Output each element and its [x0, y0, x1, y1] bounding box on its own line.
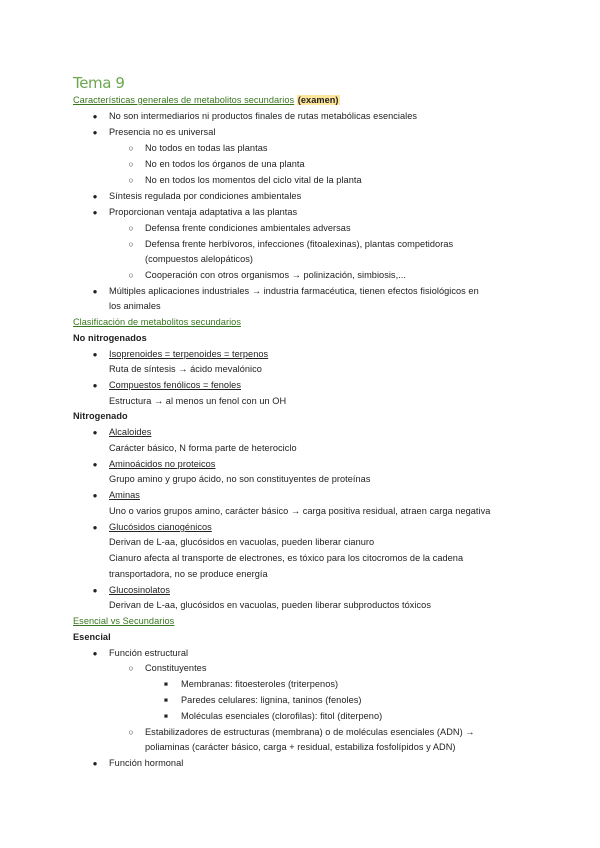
subheading-nitrogenado: Nitrogenado — [73, 411, 128, 421]
hollow-bullet-icon: ○ — [128, 143, 134, 153]
section-heading-text: Características generales de metabolitos secundarios — [73, 95, 295, 105]
list-item-description: Uno o varios grupos amino, carácter básico → carga positiva residual, atraen carga negativa — [109, 506, 491, 516]
page-title: Tema 9 — [73, 74, 125, 92]
bullet-icon: ● — [92, 759, 98, 768]
list-item: Moléculas esenciales (clorofilas): fitol (diterpeno) — [181, 711, 383, 721]
list-item: Membranas: fitoesteroles (triterpenos) — [181, 679, 339, 689]
list-item-description: Estructura → al menos un fenol con un OH — [109, 396, 287, 406]
list-item: Aminoácidos no proteicos — [109, 459, 216, 469]
list-item-continuation: poliaminas (carácter básico, carga + residual, estabiliza fosfolípidos y ADN) — [145, 742, 456, 752]
subheading-no-nitrogenados: No nitrogenados — [73, 333, 147, 343]
bullet-icon: ● — [92, 523, 98, 532]
hollow-bullet-icon: ○ — [128, 223, 134, 233]
list-item-description: Carácter básico, N forma parte de heterociclo — [109, 443, 297, 453]
subheading-esencial: Esencial — [73, 632, 111, 642]
list-item: Síntesis regulada por condiciones ambientales — [109, 191, 302, 201]
section-heading-text: Clasificación de metabolitos secundarios — [73, 317, 241, 327]
list-item: No en todos los órganos de una planta — [145, 159, 305, 169]
hollow-bullet-icon: ○ — [128, 270, 134, 280]
list-item: Isoprenoides = terpenoides = terpenos — [109, 349, 269, 359]
list-item-description: Derivan de L-aa, glucósidos en vacuolas, pueden liberar cianuro — [109, 537, 375, 547]
list-item-description: transportadora, no se produce energía — [109, 569, 268, 579]
exam-tag: (examen) — [297, 95, 339, 105]
list-item-continuation: los animales — [109, 301, 161, 311]
bullet-icon: ● — [92, 192, 98, 201]
square-bullet-icon: ■ — [164, 697, 168, 704]
hollow-bullet-icon: ○ — [128, 663, 134, 673]
list-item: Proporcionan ventaja adaptativa a las plantas — [109, 207, 298, 217]
list-item-description: Grupo amino y grupo ácido, no son constituyentes de proteínas — [109, 474, 371, 484]
bullet-icon: ● — [92, 112, 98, 121]
bullet-icon: ● — [92, 491, 98, 500]
hollow-bullet-icon: ○ — [128, 727, 134, 737]
list-item-continuation: (compuestos alelopáticos) — [145, 254, 253, 264]
list-item: Cooperación con otros organismos → polinización, simbiosis,... — [145, 270, 406, 280]
list-item: No todos en todas las plantas — [145, 143, 268, 153]
section-heading-esencial-vs-secundarios — [73, 614, 174, 630]
list-item: Paredes celulares: lignina, taninos (fenoles) — [181, 695, 362, 705]
list-item-description: Derivan de L-aa, glucósidos en vacuolas, pueden liberar subproductos tóxicos — [109, 600, 431, 610]
bullet-icon: ● — [92, 381, 98, 390]
square-bullet-icon: ■ — [164, 713, 168, 720]
square-bullet-icon: ■ — [164, 681, 168, 688]
bullet-icon: ● — [92, 586, 98, 595]
list-item: Presencia no es universal — [109, 127, 216, 137]
list-item: Compuestos fenólicos = fenoles — [109, 380, 241, 390]
bullet-icon: ● — [92, 460, 98, 469]
list-item-description: Ruta de síntesis → ácido mevalónico — [109, 364, 262, 374]
hollow-bullet-icon: ○ — [128, 239, 134, 249]
hollow-bullet-icon: ○ — [128, 159, 134, 169]
list-item: Estabilizadores de estructuras (membrana) o de moléculas esenciales (ADN) → — [145, 727, 475, 737]
list-item: Glucósidos cianogénicos — [109, 522, 212, 532]
section-heading-caracteristicas — [73, 93, 340, 109]
list-item: Defensa frente condiciones ambientales adversas — [145, 223, 351, 233]
list-item: Defensa frente herbívoros, infecciones (fitoalexinas), plantas competidoras — [145, 239, 454, 249]
bullet-icon: ● — [92, 208, 98, 217]
bullet-icon: ● — [92, 350, 98, 359]
section-heading-clasificacion — [73, 315, 241, 331]
list-item: Múltiples aplicaciones industriales → industria farmacéutica, tienen efectos fisiológicos en — [109, 286, 479, 296]
section-heading-text: Esencial vs Secundarios — [73, 616, 175, 626]
list-item-description: Cianuro afecta al transporte de electrones, es tóxico para los citocromos de la cadena — [109, 553, 464, 563]
list-item: Función hormonal — [109, 758, 184, 768]
bullet-icon: ● — [92, 428, 98, 437]
list-item: No en todos los momentos del ciclo vital de la planta — [145, 175, 362, 185]
list-item: Constituyentes — [145, 663, 207, 673]
bullet-icon: ● — [92, 287, 98, 296]
hollow-bullet-icon: ○ — [128, 175, 134, 185]
list-item: No son intermediarios ni productos finales de rutas metabólicas esenciales — [109, 111, 418, 121]
list-item: Función estructural — [109, 648, 189, 658]
bullet-icon: ● — [92, 128, 98, 137]
list-item: Alcaloides — [109, 427, 152, 437]
list-item: Aminas — [109, 490, 140, 500]
bullet-icon: ● — [92, 649, 98, 658]
list-item: Glucosinolatos — [109, 585, 170, 595]
